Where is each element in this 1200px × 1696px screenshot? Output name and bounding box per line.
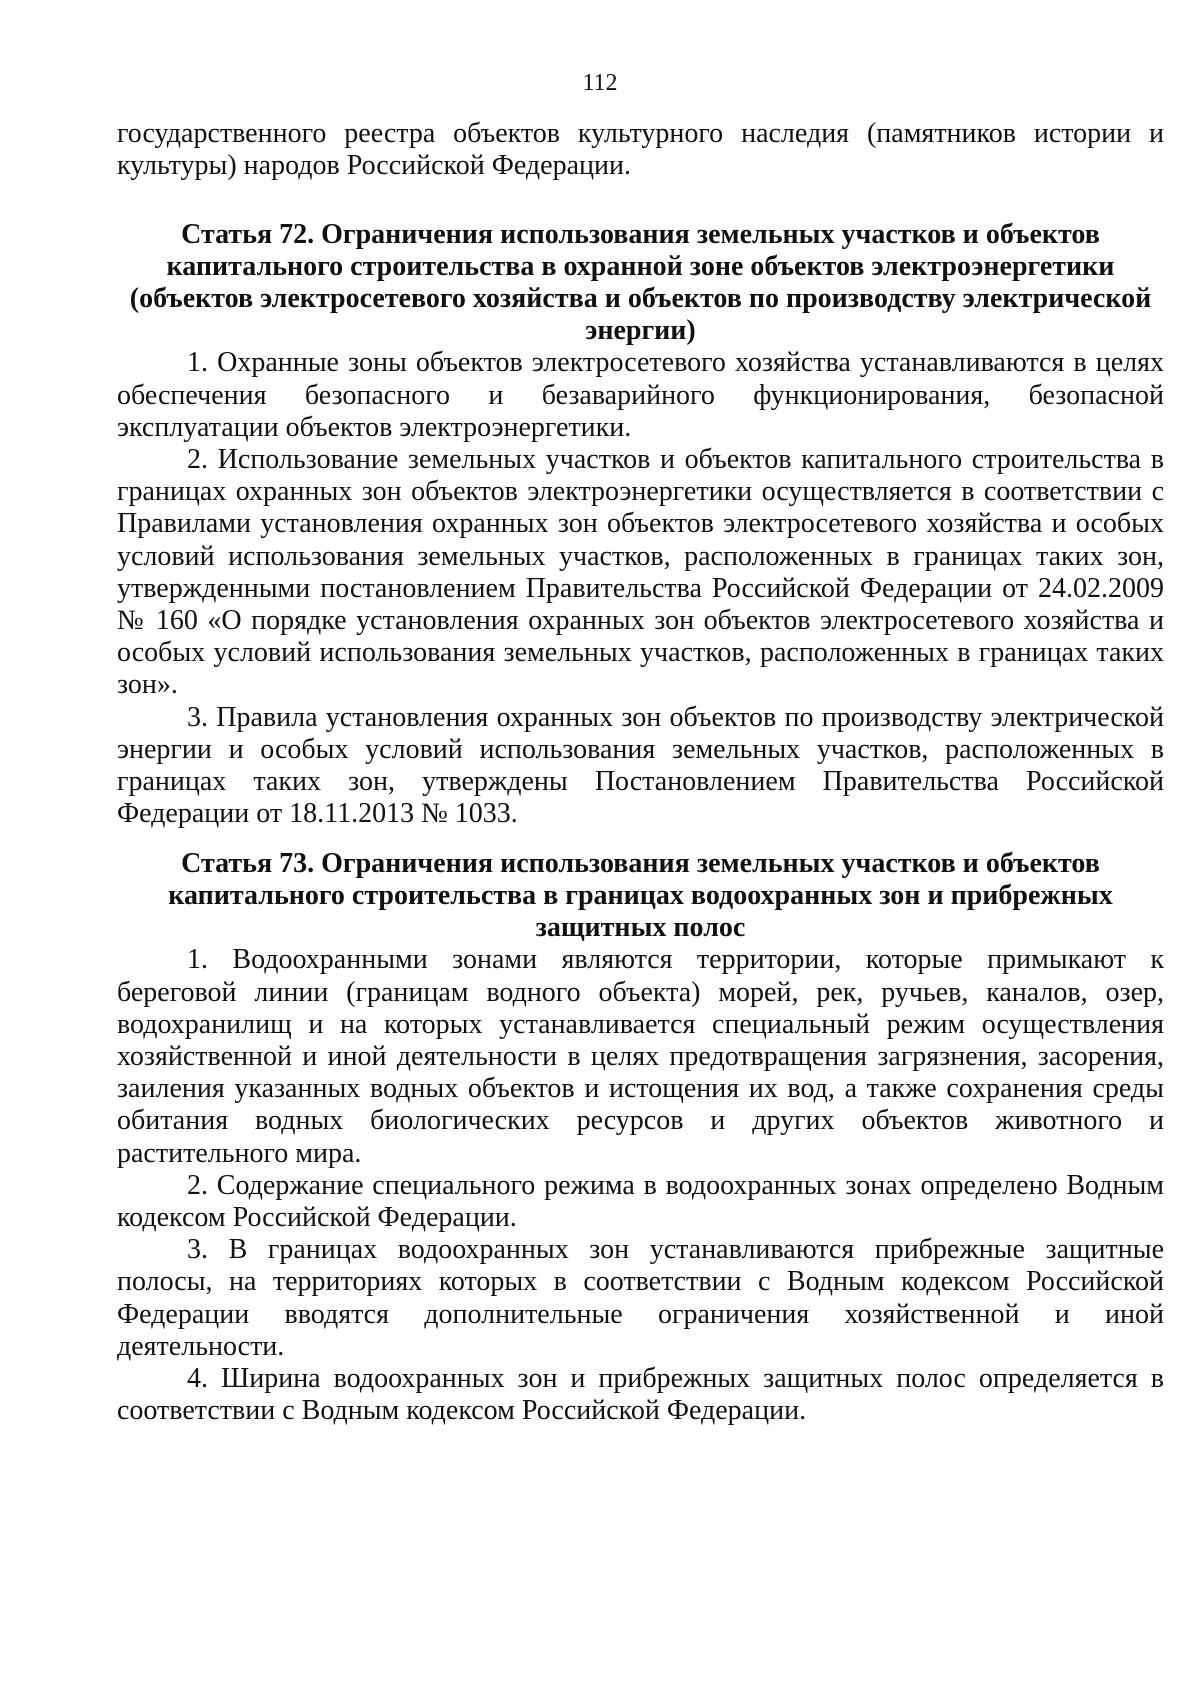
article-73-paragraph-3: 3. В границах водоохранных зон устанавливаются прибрежные защитные полосы, на территориях которых в соответствии с Водным кодексом Российской Федерации вводятся дополнительные ограничения хозяйственной и иной деятельности. (117, 1234, 1164, 1362)
article-72-paragraph-3: 3. Правила установления охранных зон объектов по производству электрической энергии и особых условий использования земельных участков, расположенных в границах таких зон, утверждены Постановлением Правительства Российской Федерации от 18.11.2013 № 1033. (117, 701, 1164, 830)
heading-line: капитального строительства в охранной зоне объектов электроэнергетики (166, 251, 1115, 283)
intro-paragraph: государственного реестра объектов культурного наследия (памятников истории и культуры) народов Российской Федерации. (117, 118, 1164, 182)
article-73-heading (117, 848, 1164, 944)
article-73-paragraph-1: 1. Водоохранными зонами являются территории, которые примыкают к береговой линии (границам водного объекта) морей, рек, ручьев, каналов, озер, водохранилищ и на которых устанавливается специальный режим осуществления хозяйственной и иной деятельности в целях предотвращения загрязнения, засорения, заиления указанных водных объектов и истощения их вод, а также сохранения среды обитания водных биологических ресурсов и других объектов животного и растительного мира. (117, 944, 1164, 1169)
heading-line: Статья 72. Ограничения использования земельных участков и объектов (181, 219, 1100, 251)
article-72-paragraph-2: 2. Использование земельных участков и объектов капитального строительства в границах охранных зон объектов электроэнергетики осуществляется в соответствии с Правилами установления охранных зон объектов электросетевого хозяйства и особых условий использования земельных участков, расположенных в границах таких зон, утвержденными постановлением Правительства Российской Федерации от 24.02.2009 № 160 «О порядке установления охранных зон объектов электросетевого хозяйства и особых условий использования земельных участков, расположенных в границах таких зон». (117, 444, 1164, 701)
heading-line: энергии) (585, 315, 696, 347)
article-73-paragraph-4: 4. Ширина водоохранных зон и прибрежных защитных полос определяется в соответствии с Водным кодексом Российской Федерации. (117, 1363, 1164, 1427)
page-content (117, 118, 1164, 1428)
heading-line: (объектов электросетевого хозяйства и объектов по производству электрической (129, 283, 1152, 315)
article-73-paragraph-2: 2. Содержание специального режима в водоохранных зонах определено Водным кодексом Российской Федерации. (117, 1169, 1164, 1234)
article-72-paragraph-1: 1. Охранные зоны объектов электросетевого хозяйства устанавливаются в целях обеспечения безопасного и безаварийного функционирования, безопасной эксплуатации объектов электроэнергетики. (117, 347, 1164, 443)
page-number: 112 (582, 70, 618, 96)
heading-line: капитального строительства в границах водоохранных зон и прибрежных (168, 880, 1113, 912)
heading-line: защитных полос (535, 912, 746, 944)
article-72-heading (117, 219, 1164, 347)
heading-line: Статья 73. Ограничения использования земельных участков и объектов (181, 848, 1100, 880)
